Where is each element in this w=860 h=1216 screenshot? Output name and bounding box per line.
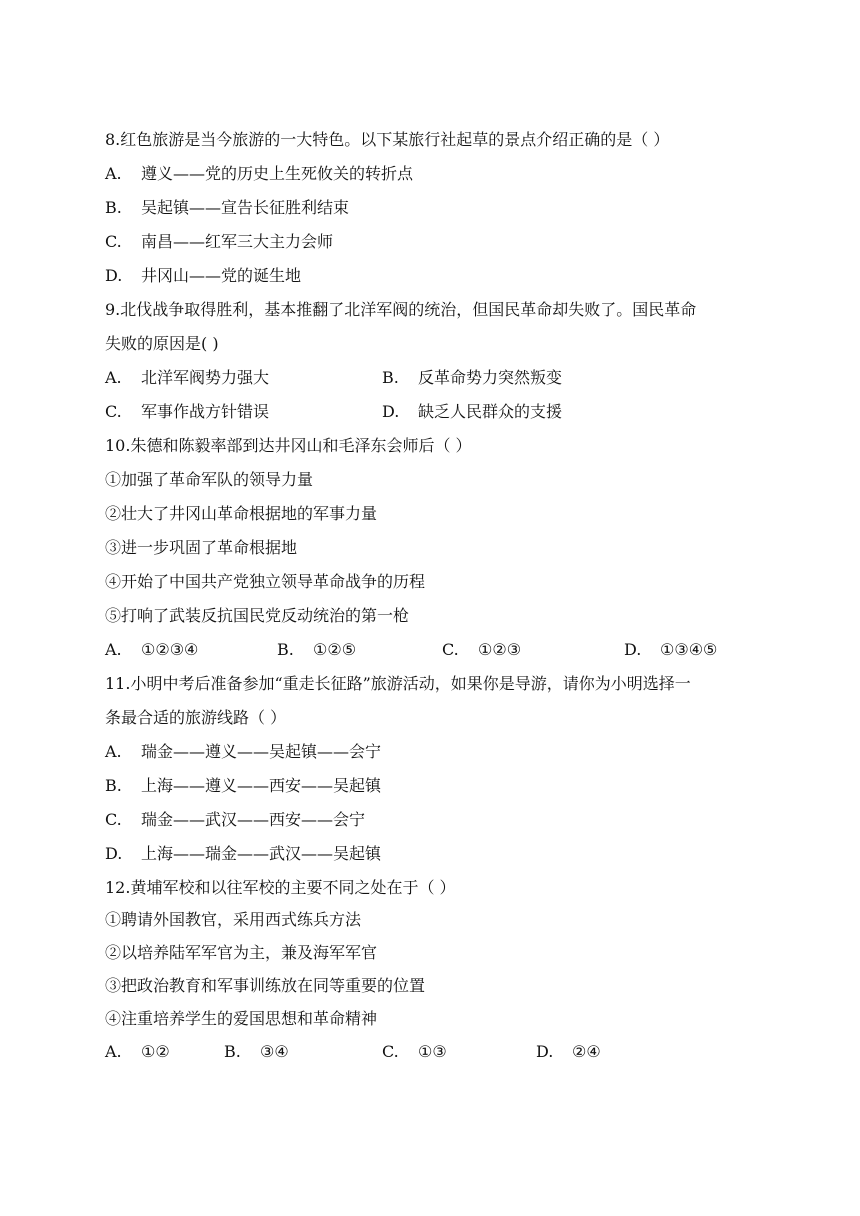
option-text: ①③④⑤ — [660, 640, 718, 659]
question-12-item-4: ④注重培养学生的爱国思想和革命精神 — [105, 1009, 378, 1028]
question-12-option-d — [536, 1040, 601, 1064]
option-label: A. — [105, 368, 122, 387]
option-label: B. — [277, 640, 294, 659]
question-9-options-row-2 — [105, 400, 765, 424]
question-11-stem-line-2: 条最合适的旅游线路（ ） — [105, 708, 287, 727]
question-9-option-b — [382, 366, 562, 390]
question-9-option-c — [105, 400, 269, 424]
question-10-item-4: ④开始了中国共产党独立领导革命战争的历程 — [105, 572, 426, 591]
option-text: ①②③ — [478, 640, 522, 659]
question-8-option-c — [105, 230, 333, 254]
question-11-option-a — [105, 740, 381, 764]
option-label: C. — [382, 1042, 399, 1061]
question-12-options-row — [105, 1040, 765, 1064]
option-label: D. — [536, 1042, 554, 1061]
option-text: 缺乏人民群众的支援 — [418, 402, 563, 421]
question-10-stem: 10.朱德和陈毅率部到达井冈山和毛泽东会师后（ ） — [105, 436, 472, 455]
question-9-option-a — [105, 366, 269, 390]
option-text: 南昌——红军三大主力会师 — [141, 232, 334, 251]
question-8-option-b — [105, 196, 349, 220]
question-8-stem: 8.红色旅游是当今旅游的一大特色。以下某旅行社起草的景点介绍正确的是（ ） — [105, 130, 670, 149]
option-label: A. — [105, 164, 122, 183]
option-label: D. — [382, 402, 400, 421]
option-label: B. — [382, 368, 399, 387]
option-label: D. — [105, 844, 123, 863]
option-text: 上海——遵义——西安——吴起镇 — [141, 776, 382, 795]
question-9-stem-line-1: 9.北伐战争取得胜利，基本推翻了北洋军阀的统治，但国民革命却失败了。国民革命 — [105, 300, 697, 319]
question-8-option-a — [105, 162, 413, 186]
option-text: 井冈山——党的诞生地 — [141, 266, 302, 285]
option-text: ①② — [141, 1042, 170, 1061]
option-text: 北洋军阀势力强大 — [141, 368, 270, 387]
option-text: 军事作战方针错误 — [141, 402, 270, 421]
option-text: 遵义——党的历史上生死攸关的转折点 — [141, 164, 414, 183]
option-label: C. — [105, 232, 122, 251]
option-label: C. — [442, 640, 459, 659]
option-label: B. — [224, 1042, 241, 1061]
question-11-option-b — [105, 774, 381, 798]
question-10-item-3: ③进一步巩固了革命根据地 — [105, 538, 298, 557]
question-9-options-row-1 — [105, 366, 765, 390]
question-11-option-d — [105, 842, 381, 866]
question-10-option-d — [624, 638, 717, 662]
question-10-option-a — [105, 638, 198, 662]
option-text: ①③ — [418, 1042, 447, 1061]
question-10-item-2: ②壮大了井冈山革命根据地的军事力量 — [105, 504, 378, 523]
option-label: A. — [105, 1042, 122, 1061]
option-text: 上海——瑞金——武汉——吴起镇 — [141, 844, 382, 863]
question-9-option-d — [382, 400, 562, 424]
question-12-item-1: ①聘请外国教官，采用西式练兵方法 — [105, 910, 362, 929]
question-10-item-5: ⑤打响了武装反抗国民党反动统治的第一枪 — [105, 606, 410, 625]
question-11-stem-line-1: 11.小明中考后准备参加“重走长征路”旅游活动，如果你是导游，请你为小明选择一 — [105, 674, 691, 693]
option-label: B. — [105, 776, 122, 795]
option-label: A. — [105, 742, 122, 761]
option-label: D. — [105, 266, 123, 285]
option-label: D. — [624, 640, 642, 659]
option-text: 反革命势力突然叛变 — [418, 368, 563, 387]
option-text: ②④ — [572, 1042, 601, 1061]
question-12-option-b — [224, 1040, 289, 1064]
question-9-stem-line-2: 失败的原因是( ) — [105, 334, 219, 353]
option-label: A. — [105, 640, 122, 659]
option-text: ③④ — [260, 1042, 289, 1061]
question-12-option-c — [382, 1040, 447, 1064]
option-label: C. — [105, 810, 122, 829]
option-label: C. — [105, 402, 122, 421]
question-12-item-2: ②以培养陆军军官为主，兼及海军军官 — [105, 943, 378, 962]
question-10-option-c — [442, 638, 521, 662]
question-11-option-c — [105, 808, 365, 832]
option-label: B. — [105, 198, 122, 217]
question-10-item-1: ①加强了革命军队的领导力量 — [105, 470, 314, 489]
option-text: ①②⑤ — [313, 640, 357, 659]
option-text: ①②③④ — [141, 640, 199, 659]
question-12-item-3: ③把政治教育和军事训练放在同等重要的位置 — [105, 976, 426, 995]
question-12-stem: 12.黄埔军校和以往军校的主要不同之处在于（ ） — [105, 878, 456, 897]
question-10-option-b — [277, 638, 356, 662]
option-text: 瑞金——武汉——西安——会宁 — [141, 810, 366, 829]
question-8-option-d — [105, 264, 301, 288]
option-text: 瑞金——遵义——吴起镇——会宁 — [141, 742, 382, 761]
option-text: 吴起镇——宣告长征胜利结束 — [141, 198, 350, 217]
question-12-option-a — [105, 1040, 170, 1064]
question-10-options-row — [105, 638, 765, 662]
